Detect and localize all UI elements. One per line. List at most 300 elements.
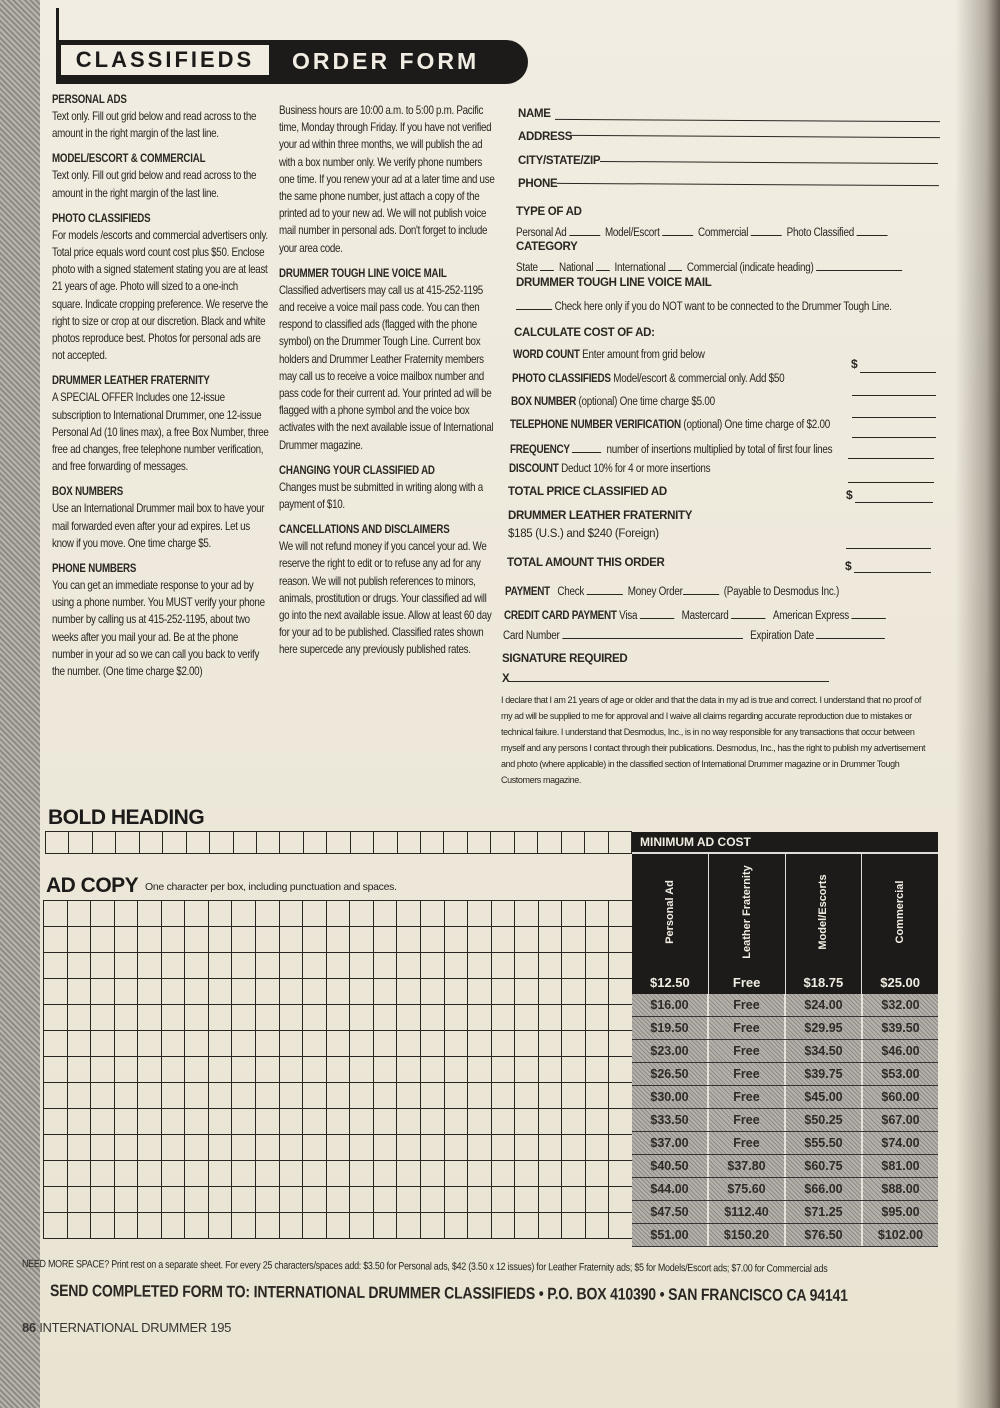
- grid-cell[interactable]: [421, 953, 445, 979]
- grid-cell[interactable]: [91, 1187, 115, 1213]
- grid-cell[interactable]: [115, 1109, 139, 1135]
- grid-cell[interactable]: [444, 832, 467, 854]
- type-personal-field[interactable]: [569, 224, 600, 236]
- grid-cell[interactable]: [539, 979, 563, 1005]
- grid-cell[interactable]: [163, 832, 186, 854]
- grid-cell[interactable]: [468, 927, 492, 953]
- grid-cell[interactable]: [162, 1135, 186, 1161]
- grid-cell[interactable]: [280, 1083, 304, 1109]
- grid-cell[interactable]: [445, 1083, 469, 1109]
- grid-cell[interactable]: [185, 927, 209, 953]
- grid-cell[interactable]: [609, 1031, 633, 1057]
- grid-cell[interactable]: [138, 979, 162, 1005]
- grid-cell[interactable]: [445, 979, 469, 1005]
- grid-cell[interactable]: [257, 832, 280, 854]
- grid-cell[interactable]: [44, 1213, 68, 1239]
- grid-cell[interactable]: [562, 1083, 586, 1109]
- grid-cell[interactable]: [138, 1135, 162, 1161]
- grid-cell[interactable]: [609, 1135, 633, 1161]
- grid-cell[interactable]: [209, 1083, 233, 1109]
- grid-cell[interactable]: [138, 1057, 162, 1083]
- grid-cell[interactable]: [421, 1135, 445, 1161]
- photo-amount-field[interactable]: [852, 385, 936, 396]
- grid-cell[interactable]: [280, 1109, 304, 1135]
- grid-cell[interactable]: [304, 832, 327, 854]
- grid-cell[interactable]: [609, 953, 633, 979]
- grid-cell[interactable]: [303, 1005, 327, 1031]
- grid-cell[interactable]: [115, 1005, 139, 1031]
- grid-cell[interactable]: [256, 1161, 280, 1187]
- grid-cell[interactable]: [397, 1161, 421, 1187]
- grid-cell[interactable]: [68, 1135, 92, 1161]
- grid-cell[interactable]: [256, 901, 280, 927]
- grid-cell[interactable]: [539, 1083, 563, 1109]
- grid-cell[interactable]: [515, 1005, 539, 1031]
- grid-cell[interactable]: [232, 1057, 256, 1083]
- grid-cell[interactable]: [280, 1187, 304, 1213]
- grid-cell[interactable]: [138, 927, 162, 953]
- grid-cell[interactable]: [445, 901, 469, 927]
- grid-cell[interactable]: [185, 979, 209, 1005]
- grid-cell[interactable]: [303, 901, 327, 927]
- grid-cell[interactable]: [280, 1005, 304, 1031]
- grid-cell[interactable]: [327, 1161, 351, 1187]
- grid-cell[interactable]: [515, 1161, 539, 1187]
- grid-cell[interactable]: [492, 1057, 516, 1083]
- grid-cell[interactable]: [162, 1161, 186, 1187]
- grid-cell[interactable]: [327, 1135, 351, 1161]
- grid-cell[interactable]: [539, 927, 563, 953]
- grid-cell[interactable]: [350, 953, 374, 979]
- grid-cell[interactable]: [280, 1135, 304, 1161]
- grid-cell[interactable]: [397, 1187, 421, 1213]
- grid-cell[interactable]: [210, 832, 233, 854]
- grid-cell[interactable]: [68, 953, 92, 979]
- grid-cell[interactable]: [91, 1057, 115, 1083]
- grid-cell[interactable]: [539, 1187, 563, 1213]
- grid-cell[interactable]: [397, 953, 421, 979]
- grid-cell[interactable]: [232, 1109, 256, 1135]
- grid-cell[interactable]: [609, 927, 633, 953]
- grid-cell[interactable]: [562, 1057, 586, 1083]
- grid-cell[interactable]: [468, 901, 492, 927]
- grid-cell[interactable]: [209, 1057, 233, 1083]
- tel-amount-field[interactable]: [852, 427, 936, 438]
- grid-cell[interactable]: [91, 1109, 115, 1135]
- grid-cell[interactable]: [609, 1213, 633, 1239]
- grid-cell[interactable]: [162, 1031, 186, 1057]
- grid-cell[interactable]: [209, 1135, 233, 1161]
- grid-cell[interactable]: [492, 1187, 516, 1213]
- grid-cell[interactable]: [468, 1005, 492, 1031]
- grid-cell[interactable]: [539, 1057, 563, 1083]
- grid-cell[interactable]: [327, 1057, 351, 1083]
- grid-cell[interactable]: [209, 901, 233, 927]
- grid-cell[interactable]: [93, 832, 116, 854]
- grid-cell[interactable]: [515, 927, 539, 953]
- grid-cell[interactable]: [138, 1083, 162, 1109]
- grid-cell[interactable]: [280, 1031, 304, 1057]
- address-field[interactable]: [570, 123, 940, 138]
- grid-cell[interactable]: [374, 953, 398, 979]
- grid-cell[interactable]: [397, 1109, 421, 1135]
- grid-cell[interactable]: [232, 1083, 256, 1109]
- grid-cell[interactable]: [468, 1213, 492, 1239]
- grid-cell[interactable]: [91, 953, 115, 979]
- grid-cell[interactable]: [562, 1031, 586, 1057]
- grid-cell[interactable]: [280, 901, 304, 927]
- grid-cell[interactable]: [350, 1135, 374, 1161]
- grid-cell[interactable]: [468, 1161, 492, 1187]
- grid-cell[interactable]: [280, 979, 304, 1005]
- grid-cell[interactable]: [397, 927, 421, 953]
- grid-cell[interactable]: [327, 1005, 351, 1031]
- grid-cell[interactable]: [68, 1109, 92, 1135]
- grid-cell[interactable]: [609, 832, 632, 854]
- grid-cell[interactable]: [44, 1187, 68, 1213]
- grid-cell[interactable]: [539, 1213, 563, 1239]
- grid-cell[interactable]: [491, 832, 514, 854]
- grid-cell[interactable]: [468, 1031, 492, 1057]
- grid-cell[interactable]: [350, 901, 374, 927]
- grid-cell[interactable]: [515, 1135, 539, 1161]
- grid-cell[interactable]: [162, 953, 186, 979]
- grid-cell[interactable]: [138, 953, 162, 979]
- signature-field[interactable]: [509, 670, 829, 682]
- grid-cell[interactable]: [234, 832, 257, 854]
- grid-cell[interactable]: [421, 1109, 445, 1135]
- grid-cell[interactable]: [115, 1161, 139, 1187]
- grid-cell[interactable]: [303, 1031, 327, 1057]
- grid-cell[interactable]: [492, 1135, 516, 1161]
- grid-cell[interactable]: [280, 1057, 304, 1083]
- grid-cell[interactable]: [492, 1161, 516, 1187]
- grid-cell[interactable]: [327, 901, 351, 927]
- grid-cell[interactable]: [515, 979, 539, 1005]
- ad-copy-grid[interactable]: [43, 900, 633, 1239]
- grid-cell[interactable]: [586, 1057, 610, 1083]
- grid-cell[interactable]: [374, 832, 397, 854]
- grid-cell[interactable]: [468, 1083, 492, 1109]
- grid-cell[interactable]: [492, 1005, 516, 1031]
- grid-cell[interactable]: [256, 1083, 280, 1109]
- grid-cell[interactable]: [539, 1005, 563, 1031]
- grid-cell[interactable]: [115, 927, 139, 953]
- grid-cell[interactable]: [445, 927, 469, 953]
- grid-cell[interactable]: [209, 927, 233, 953]
- grid-cell[interactable]: [398, 832, 421, 854]
- grid-cell[interactable]: [162, 927, 186, 953]
- grid-cell[interactable]: [115, 1083, 139, 1109]
- grid-cell[interactable]: [397, 1005, 421, 1031]
- grid-cell[interactable]: [68, 979, 92, 1005]
- grid-cell[interactable]: [209, 979, 233, 1005]
- city-field[interactable]: [600, 149, 938, 164]
- grid-cell[interactable]: [350, 1031, 374, 1057]
- money-order-field[interactable]: [683, 583, 719, 595]
- grid-cell[interactable]: [162, 979, 186, 1005]
- grid-cell[interactable]: [280, 953, 304, 979]
- grid-cell[interactable]: [138, 1005, 162, 1031]
- grid-cell[interactable]: [515, 1057, 539, 1083]
- category-national-field[interactable]: [596, 259, 610, 271]
- grid-cell[interactable]: [303, 953, 327, 979]
- grid-cell[interactable]: [562, 1213, 586, 1239]
- grid-cell[interactable]: [91, 1161, 115, 1187]
- grid-cell[interactable]: [256, 1005, 280, 1031]
- grid-cell[interactable]: [68, 927, 92, 953]
- grid-cell[interactable]: [138, 1031, 162, 1057]
- grid-cell[interactable]: [421, 1083, 445, 1109]
- grid-cell[interactable]: [91, 927, 115, 953]
- grid-cell[interactable]: [91, 1031, 115, 1057]
- grid-cell[interactable]: [185, 1213, 209, 1239]
- grid-cell[interactable]: [421, 979, 445, 1005]
- grid-cell[interactable]: [562, 1109, 586, 1135]
- grid-cell[interactable]: [539, 901, 563, 927]
- grid-cell[interactable]: [562, 1187, 586, 1213]
- grid-cell[interactable]: [609, 1109, 633, 1135]
- grid-cell[interactable]: [515, 1213, 539, 1239]
- grid-cell[interactable]: [256, 927, 280, 953]
- grid-cell[interactable]: [303, 1083, 327, 1109]
- mastercard-field[interactable]: [731, 607, 765, 619]
- grid-cell[interactable]: [421, 901, 445, 927]
- grid-cell[interactable]: [327, 927, 351, 953]
- grid-cell[interactable]: [609, 1083, 633, 1109]
- grid-cell[interactable]: [586, 1213, 610, 1239]
- frequency-amount-field[interactable]: [848, 448, 934, 459]
- grid-cell[interactable]: [232, 1031, 256, 1057]
- grid-cell[interactable]: [397, 1213, 421, 1239]
- grid-cell[interactable]: [586, 1005, 610, 1031]
- grid-cell[interactable]: [185, 1083, 209, 1109]
- grid-cell[interactable]: [421, 1031, 445, 1057]
- grid-cell[interactable]: [539, 1161, 563, 1187]
- grid-cell[interactable]: [327, 1109, 351, 1135]
- grid-cell[interactable]: [69, 832, 92, 854]
- bold-heading-grid[interactable]: [45, 831, 632, 854]
- grid-cell[interactable]: [515, 1083, 539, 1109]
- grid-cell[interactable]: [562, 1135, 586, 1161]
- grid-cell[interactable]: [586, 1031, 610, 1057]
- grid-cell[interactable]: [374, 1135, 398, 1161]
- grid-cell[interactable]: [68, 1031, 92, 1057]
- grid-cell[interactable]: [350, 1057, 374, 1083]
- grid-cell[interactable]: [232, 1187, 256, 1213]
- grid-cell[interactable]: [609, 1161, 633, 1187]
- voice-mail-optout-field[interactable]: [516, 298, 552, 310]
- grid-cell[interactable]: [68, 1083, 92, 1109]
- expiration-field[interactable]: [816, 627, 885, 639]
- grid-cell[interactable]: [162, 901, 186, 927]
- grid-cell[interactable]: [232, 1005, 256, 1031]
- visa-field[interactable]: [640, 607, 674, 619]
- grid-cell[interactable]: [350, 1187, 374, 1213]
- grid-cell[interactable]: [185, 1135, 209, 1161]
- grid-cell[interactable]: [68, 901, 92, 927]
- grid-cell[interactable]: [421, 1213, 445, 1239]
- grid-cell[interactable]: [68, 1161, 92, 1187]
- grid-cell[interactable]: [374, 1083, 398, 1109]
- grid-cell[interactable]: [115, 1213, 139, 1239]
- grid-cell[interactable]: [162, 1109, 186, 1135]
- grid-cell[interactable]: [468, 1109, 492, 1135]
- grid-cell[interactable]: [421, 1161, 445, 1187]
- grid-cell[interactable]: [350, 1109, 374, 1135]
- grid-cell[interactable]: [303, 927, 327, 953]
- grid-cell[interactable]: [374, 1057, 398, 1083]
- grid-cell[interactable]: [232, 1135, 256, 1161]
- grid-cell[interactable]: [185, 1109, 209, 1135]
- grid-cell[interactable]: [468, 953, 492, 979]
- card-number-field[interactable]: [562, 627, 743, 639]
- grid-cell[interactable]: [445, 1031, 469, 1057]
- grid-cell[interactable]: [185, 1031, 209, 1057]
- grid-cell[interactable]: [256, 1213, 280, 1239]
- grid-cell[interactable]: [445, 1135, 469, 1161]
- grid-cell[interactable]: [327, 979, 351, 1005]
- grid-cell[interactable]: [162, 1213, 186, 1239]
- grid-cell[interactable]: [586, 1161, 610, 1187]
- grid-cell[interactable]: [44, 953, 68, 979]
- category-state-field[interactable]: [540, 259, 554, 271]
- grid-cell[interactable]: [492, 979, 516, 1005]
- grid-cell[interactable]: [609, 1187, 633, 1213]
- discount-amount-field[interactable]: [848, 472, 934, 483]
- grid-cell[interactable]: [421, 832, 444, 854]
- grid-cell[interactable]: [303, 1161, 327, 1187]
- grid-cell[interactable]: [586, 1187, 610, 1213]
- grid-cell[interactable]: [350, 927, 374, 953]
- grid-cell[interactable]: [44, 901, 68, 927]
- grid-cell[interactable]: [327, 1031, 351, 1057]
- grid-cell[interactable]: [445, 953, 469, 979]
- grid-cell[interactable]: [138, 1213, 162, 1239]
- grid-cell[interactable]: [68, 1213, 92, 1239]
- grid-cell[interactable]: [421, 1005, 445, 1031]
- grid-cell[interactable]: [492, 1083, 516, 1109]
- grid-cell[interactable]: [492, 1213, 516, 1239]
- grid-cell[interactable]: [374, 927, 398, 953]
- grid-cell[interactable]: [350, 1083, 374, 1109]
- grid-cell[interactable]: [280, 1161, 304, 1187]
- grid-cell[interactable]: [468, 832, 491, 854]
- grid-cell[interactable]: [351, 832, 374, 854]
- grid-cell[interactable]: [140, 832, 163, 854]
- name-field[interactable]: [555, 107, 940, 122]
- word-count-amount-field[interactable]: [860, 362, 936, 373]
- grid-cell[interactable]: [185, 901, 209, 927]
- grid-cell[interactable]: [209, 1109, 233, 1135]
- grid-cell[interactable]: [421, 1057, 445, 1083]
- grid-cell[interactable]: [515, 1187, 539, 1213]
- grid-cell[interactable]: [44, 979, 68, 1005]
- grid-cell[interactable]: [209, 1031, 233, 1057]
- grid-cell[interactable]: [327, 832, 350, 854]
- grid-cell[interactable]: [421, 1187, 445, 1213]
- fraternity-amount-field[interactable]: [846, 538, 931, 549]
- grid-cell[interactable]: [492, 1031, 516, 1057]
- type-photo-field[interactable]: [856, 224, 887, 236]
- grid-cell[interactable]: [256, 953, 280, 979]
- grid-cell[interactable]: [586, 927, 610, 953]
- grid-cell[interactable]: [586, 953, 610, 979]
- grid-cell[interactable]: [562, 927, 586, 953]
- grid-cell[interactable]: [445, 1057, 469, 1083]
- grid-cell[interactable]: [115, 1135, 139, 1161]
- grid-cell[interactable]: [374, 1031, 398, 1057]
- grid-cell[interactable]: [515, 953, 539, 979]
- grid-cell[interactable]: [562, 1161, 586, 1187]
- grid-cell[interactable]: [468, 979, 492, 1005]
- grid-cell[interactable]: [445, 1109, 469, 1135]
- grid-cell[interactable]: [515, 1031, 539, 1057]
- grid-cell[interactable]: [445, 1213, 469, 1239]
- grid-cell[interactable]: [609, 901, 633, 927]
- grid-cell[interactable]: [44, 1109, 68, 1135]
- grid-cell[interactable]: [539, 1109, 563, 1135]
- frequency-field[interactable]: [572, 441, 601, 453]
- grid-cell[interactable]: [44, 1031, 68, 1057]
- grid-cell[interactable]: [232, 927, 256, 953]
- grid-cell[interactable]: [162, 1187, 186, 1213]
- grid-cell[interactable]: [397, 1057, 421, 1083]
- box-amount-field[interactable]: [852, 407, 936, 418]
- grid-cell[interactable]: [539, 1135, 563, 1161]
- grid-cell[interactable]: [374, 1005, 398, 1031]
- grid-cell[interactable]: [562, 832, 585, 854]
- grid-cell[interactable]: [91, 1135, 115, 1161]
- grid-cell[interactable]: [303, 1187, 327, 1213]
- grid-cell[interactable]: [374, 979, 398, 1005]
- grid-cell[interactable]: [44, 927, 68, 953]
- grid-cell[interactable]: [115, 1057, 139, 1083]
- grid-cell[interactable]: [209, 1187, 233, 1213]
- grid-cell[interactable]: [68, 1187, 92, 1213]
- grid-cell[interactable]: [138, 901, 162, 927]
- grid-cell[interactable]: [539, 1031, 563, 1057]
- grid-cell[interactable]: [44, 1005, 68, 1031]
- grid-cell[interactable]: [397, 1135, 421, 1161]
- grid-cell[interactable]: [185, 953, 209, 979]
- grid-cell[interactable]: [91, 1005, 115, 1031]
- grid-cell[interactable]: [350, 1161, 374, 1187]
- grid-cell[interactable]: [209, 1161, 233, 1187]
- grid-cell[interactable]: [162, 1083, 186, 1109]
- grid-cell[interactable]: [303, 979, 327, 1005]
- grid-cell[interactable]: [586, 1135, 610, 1161]
- grid-cell[interactable]: [185, 1187, 209, 1213]
- grid-cell[interactable]: [185, 1161, 209, 1187]
- grid-cell[interactable]: [256, 1057, 280, 1083]
- grid-cell[interactable]: [232, 953, 256, 979]
- grid-cell[interactable]: [397, 1083, 421, 1109]
- grid-cell[interactable]: [91, 1083, 115, 1109]
- category-international-field[interactable]: [668, 259, 682, 271]
- grid-cell[interactable]: [468, 1057, 492, 1083]
- grid-cell[interactable]: [185, 1005, 209, 1031]
- total-amount-field[interactable]: [854, 562, 931, 573]
- grid-cell[interactable]: [609, 979, 633, 1005]
- grid-cell[interactable]: [162, 1057, 186, 1083]
- grid-cell[interactable]: [256, 1187, 280, 1213]
- grid-cell[interactable]: [232, 979, 256, 1005]
- grid-cell[interactable]: [115, 953, 139, 979]
- grid-cell[interactable]: [492, 927, 516, 953]
- type-commercial-field[interactable]: [751, 224, 782, 236]
- category-heading-field[interactable]: [816, 259, 902, 271]
